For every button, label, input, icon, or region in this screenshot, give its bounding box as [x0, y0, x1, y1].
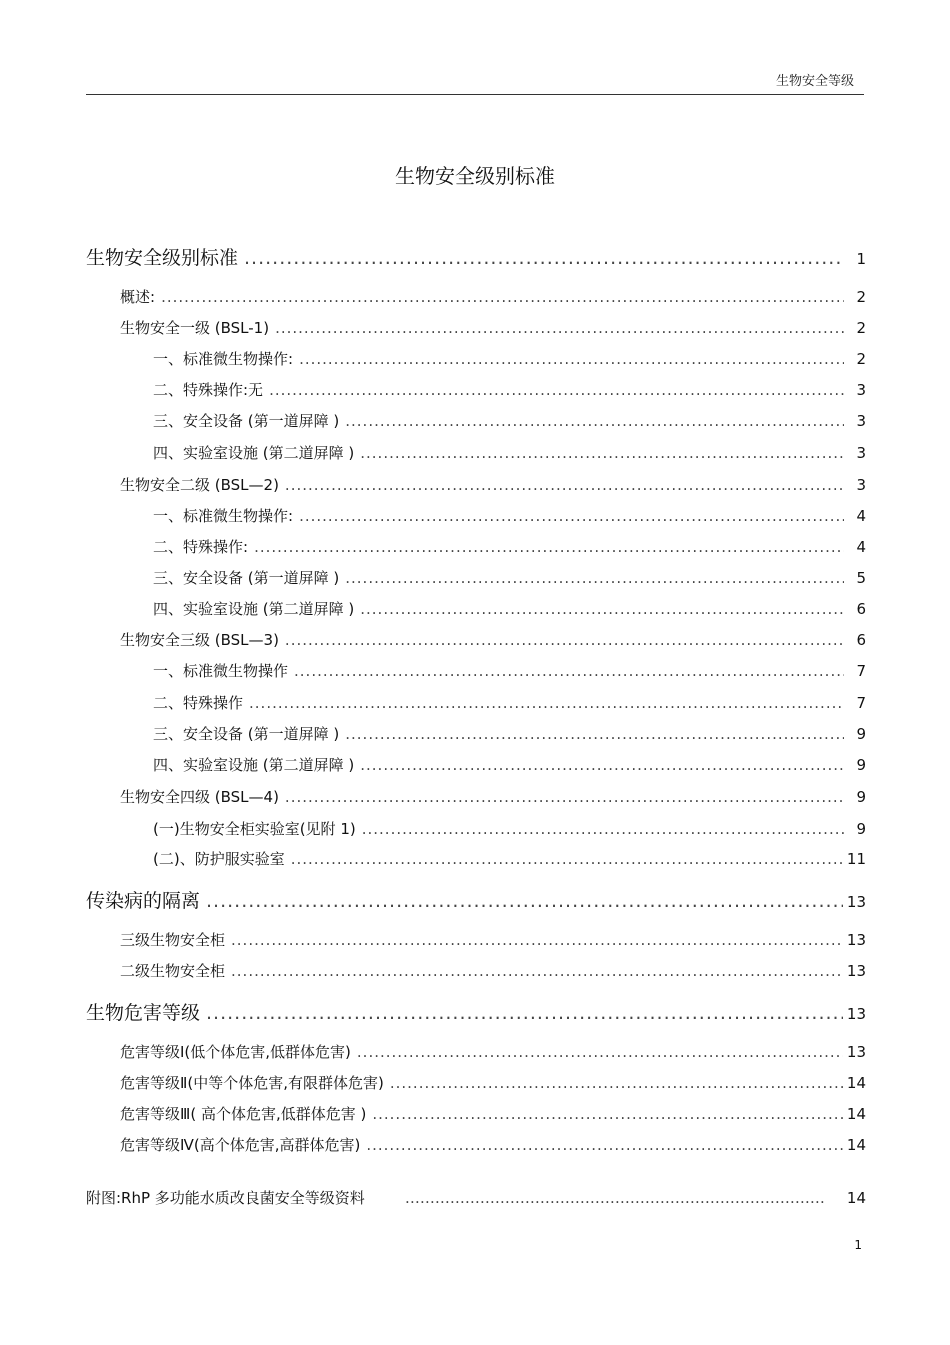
toc-entry-label: 概述:: [120, 288, 156, 306]
toc-entry-page: 6: [856, 600, 866, 618]
toc-entry-bsl1-facilities[interactable]: [153, 442, 866, 463]
toc-entry-isolation[interactable]: [86, 886, 866, 913]
toc-entry-label: 四、实验室设施 (第二道屏障 ): [153, 444, 355, 462]
toc-entry-label: 三、安全设备 (第一道屏障 ): [153, 412, 340, 430]
toc-entry-biosafety-standards[interactable]: [86, 243, 866, 270]
toc-leader-dots: [357, 1043, 843, 1061]
toc-leader-dots: [275, 319, 844, 337]
toc-entry-label: 附图:RhP 多功能水质改良菌安全等级资料: [86, 1189, 365, 1207]
toc-entry-label: 三、安全设备 (第一道屏障 ): [153, 569, 340, 587]
toc-entry-bsl2-standard-practices[interactable]: [153, 505, 866, 526]
toc-entry-bsl2-safety-equipment[interactable]: [153, 567, 866, 588]
toc-entry-label: 三级生物安全柜: [120, 931, 226, 949]
running-header: 生物安全等级: [775, 74, 854, 89]
toc-entry-label: 危害等级Ⅲ( 高个体危害,低群体危害 ): [120, 1105, 367, 1123]
toc-entry-bsl1-special-practices[interactable]: [153, 379, 866, 400]
toc-entry-bsl4-suit-lab[interactable]: [153, 848, 866, 869]
toc-leader-dots: [285, 631, 844, 649]
toc-entry-page: 3: [856, 476, 866, 494]
toc-entry-label: 三、安全设备 (第一道屏障 ): [153, 725, 340, 743]
toc-leader-dots: [206, 890, 843, 912]
toc-entry-label: (二)、防护服实验室: [153, 850, 285, 868]
toc-entry-page: 13: [846, 1005, 866, 1023]
toc-entry-appendix[interactable]: [86, 1187, 866, 1208]
toc-entry-page: 14: [846, 1189, 866, 1207]
toc-entry-page: 13: [846, 962, 866, 980]
toc-leader-dots: [366, 1136, 843, 1154]
toc-entry-label: 危害等级Ⅰ(低个体危害,低群体危害): [120, 1043, 351, 1061]
toc-entry-label: 二级生物安全柜: [120, 962, 226, 980]
toc-entry-page: 2: [856, 350, 866, 368]
toc-entry-bsl1-standard-practices[interactable]: [153, 348, 866, 369]
toc-entry-hazard-levels[interactable]: [86, 998, 866, 1025]
toc-leader-dots: [345, 412, 844, 430]
toc-entry-label: 危害等级Ⅱ(中等个体危害,有限群体危害): [120, 1074, 384, 1092]
toc-entry-label: 二、特殊操作:无: [153, 381, 264, 399]
toc-entry-page: 11: [846, 850, 866, 868]
toc-entry-page: 9: [856, 788, 866, 806]
toc-entry-bsl2-facilities[interactable]: [153, 598, 866, 619]
toc-entry-bsl4[interactable]: [120, 786, 866, 807]
toc-entry-hazard-level-1[interactable]: [120, 1041, 866, 1062]
toc-entry-bsl3[interactable]: [120, 629, 866, 650]
toc-entry-bsl4-cabinet-lab[interactable]: [153, 818, 866, 839]
toc-leader-dots: [345, 569, 844, 587]
toc-entry-bsl3-special-practices[interactable]: [153, 692, 866, 713]
toc-entry-page: 3: [856, 444, 866, 462]
toc-entry-label: 一、标准微生物操作:: [153, 350, 294, 368]
toc-entry-page: 7: [856, 694, 866, 712]
toc-leader-dots: [231, 962, 843, 980]
toc-entry-label: 危害等级Ⅳ(高个体危害,高群体危害): [120, 1136, 361, 1154]
toc-entry-label: 生物安全一级 (BSL-1): [120, 319, 270, 337]
toc-entry-bsl3-safety-equipment[interactable]: [153, 723, 866, 744]
toc-leader-dots: [299, 350, 844, 368]
toc-entry-label: 四、实验室设施 (第二道屏障 ): [153, 756, 355, 774]
toc-entry-class2-cabinet[interactable]: [120, 960, 866, 981]
toc-entry-page: 14: [846, 1136, 866, 1154]
toc-leader-dots: [345, 725, 844, 743]
toc-entry-overview[interactable]: [120, 286, 866, 307]
toc-entry-page: 5: [856, 569, 866, 587]
toc-entry-page: 14: [846, 1074, 866, 1092]
toc-leader-dots: [249, 694, 844, 712]
toc-entry-label: 二、特殊操作:: [153, 538, 249, 556]
toc-entry-label: (一)生物安全柜实验室(见附 1): [153, 820, 356, 838]
toc-entry-bsl1[interactable]: [120, 317, 866, 338]
toc-entry-bsl1-safety-equipment[interactable]: [153, 410, 866, 431]
toc-entry-label: 二、特殊操作: [153, 694, 244, 712]
toc-entry-page: 6: [856, 631, 866, 649]
toc-leader-dots: [360, 600, 844, 618]
toc-entry-page: 13: [846, 893, 866, 911]
toc-entry-page: 4: [856, 507, 866, 525]
toc-entry-page: 13: [846, 931, 866, 949]
toc-leader-dots: [362, 820, 844, 838]
toc-entry-class3-cabinet[interactable]: [120, 929, 866, 950]
toc-entry-hazard-level-2[interactable]: [120, 1072, 866, 1093]
toc-entry-label: 生物安全二级 (BSL—2): [120, 476, 279, 494]
toc-leader-dots: [161, 288, 844, 306]
document-title: 生物安全级别标准: [395, 164, 555, 188]
toc-entry-label: 生物安全四级 (BSL—4): [120, 788, 279, 806]
toc-entry-page: 13: [846, 1043, 866, 1061]
toc-leader-dots: [372, 1105, 843, 1123]
toc-leader-dots: [269, 381, 844, 399]
toc-entry-label: 生物安全级别标准: [86, 247, 239, 269]
toc-leader-dots: [405, 1189, 825, 1207]
toc-entry-label: 生物危害等级: [86, 1002, 201, 1024]
toc-leader-dots: [291, 850, 843, 868]
toc-entry-hazard-level-3[interactable]: [120, 1103, 866, 1124]
toc-leader-dots: [299, 507, 844, 525]
toc-leader-dots: [231, 931, 843, 949]
toc-entry-bsl2[interactable]: [120, 474, 866, 495]
toc-leader-dots: [244, 247, 844, 269]
toc-leader-dots: [294, 662, 844, 680]
toc-entry-page: 9: [856, 756, 866, 774]
toc-entry-bsl2-special-practices[interactable]: [153, 536, 866, 557]
toc-entry-page: 1: [856, 250, 866, 268]
toc-entry-bsl3-facilities[interactable]: [153, 754, 866, 775]
toc-entry-page: 2: [856, 319, 866, 337]
toc-entry-page: 7: [856, 662, 866, 680]
toc-entry-label: 一、标准微生物操作:: [153, 507, 294, 525]
toc-leader-dots: [390, 1074, 843, 1092]
toc-entry-page: 2: [856, 288, 866, 306]
toc-leader-dots: [285, 476, 844, 494]
toc-entry-page: 3: [856, 381, 866, 399]
toc-entry-hazard-level-4[interactable]: [120, 1134, 866, 1155]
toc-entry-label: 一、标准微生物操作: [153, 662, 289, 680]
toc-entry-page: 3: [856, 412, 866, 430]
toc-entry-page: 9: [856, 725, 866, 743]
toc-entry-bsl3-standard-practices[interactable]: [153, 660, 866, 681]
toc-leader-dots: [360, 444, 844, 462]
toc-leader-dots: [360, 756, 844, 774]
toc-entry-label: 生物安全三级 (BSL—3): [120, 631, 279, 649]
toc-entry-page: 4: [856, 538, 866, 556]
toc-leader-dots: [206, 1002, 843, 1024]
toc-entry-page: 14: [846, 1105, 866, 1123]
toc-entry-label: 四、实验室设施 (第二道屏障 ): [153, 600, 355, 618]
toc-entry-page: 9: [856, 820, 866, 838]
toc-entry-label: 传染病的隔离: [86, 890, 201, 912]
toc-leader-dots: [254, 538, 844, 556]
page-number: 1: [854, 1238, 862, 1252]
toc-leader-dots: [285, 788, 844, 806]
